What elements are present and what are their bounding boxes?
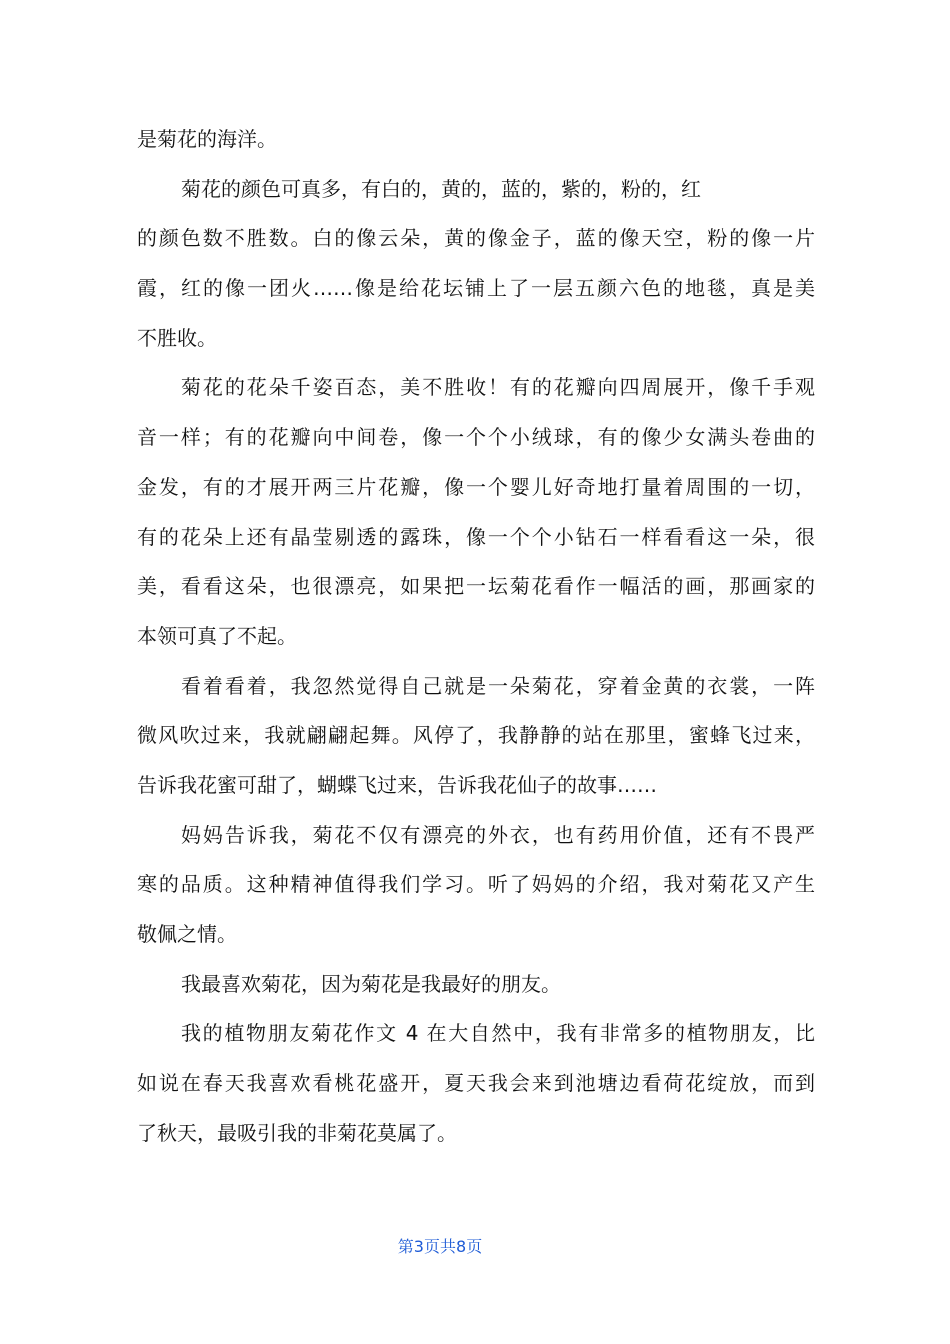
text-line: 寒的品质。这种精神值得我们学习。听了妈妈的介绍，我对菊花又产生 [137, 872, 815, 897]
page-footer [0, 1234, 880, 1257]
text-line: 敬佩之情。 [137, 922, 237, 946]
text-line: 如说在春天我喜欢看桃花盛开，夏天我会来到池塘边看荷花绽放，而到 [137, 1071, 815, 1096]
text-line: 我最喜欢菊花，因为菊花是我最好的朋友。 [181, 971, 561, 996]
text-line: 本领可真了不起。 [137, 623, 297, 648]
text-line: 霞，红的像一团火……像是给花坛铺上了一层五颜六色的地毯，真是美 [137, 276, 815, 301]
text-line: 告诉我花蜜可甜了，蝴蝶飞过来，告诉我花仙子的故事…… [137, 772, 657, 797]
text-line: 的颜色数不胜数。白的像云朵，黄的像金子，蓝的像天空，粉的像一片 [137, 226, 815, 251]
text-line: 看着看着，我忽然觉得自己就是一朵菊花，穿着金黄的衣裳，一阵 [181, 673, 815, 698]
text-line: 菊花的花朵千姿百态，美不胜收！有的花瓣向四周展开，像千手观 [181, 375, 815, 400]
essay-body [137, 115, 815, 1158]
footer-suffix: 页 [466, 1237, 483, 1256]
text-line: 菊花的颜色可真多，有白的，黄的，蓝的，紫的，粉的，红 [181, 176, 701, 201]
text-line: 金发，有的才展开两三片花瓣，像一个婴儿好奇地打量着周围的一切， [137, 474, 815, 499]
text-line: 音一样；有的花瓣向中间卷，像一个个小绒球，有的像少女满头卷曲的 [137, 425, 815, 450]
text-line: 了秋天，最吸引我的非菊花莫属了。 [137, 1120, 457, 1145]
text-line: 有的花朵上还有晶莹剔透的露珠，像一个个小钻石一样看看这一朵，很 [137, 524, 815, 549]
footer-total-pages: 8 [456, 1237, 467, 1256]
text-line: 美，看看这朵，也很漂亮，如果把一坛菊花看作一幅活的画，那画家的 [137, 574, 815, 599]
text-line: 我的植物朋友菊花作文 4 在大自然中，我有非常多的植物朋友，比 [181, 1021, 815, 1046]
footer-prefix: 第 [397, 1237, 414, 1256]
text-line: 妈妈告诉我，菊花不仅有漂亮的外衣，也有药用价值，还有不畏严 [181, 822, 815, 847]
text-line: 是菊花的海洋。 [137, 127, 277, 151]
text-line: 微风吹过来，我就翩翩起舞。风停了，我静静的站在那里，蜜蜂飞过来， [137, 723, 815, 748]
footer-middle: 页共 [423, 1237, 456, 1256]
text-line: 不胜收。 [137, 325, 217, 350]
footer-current-page: 3 [413, 1237, 424, 1256]
